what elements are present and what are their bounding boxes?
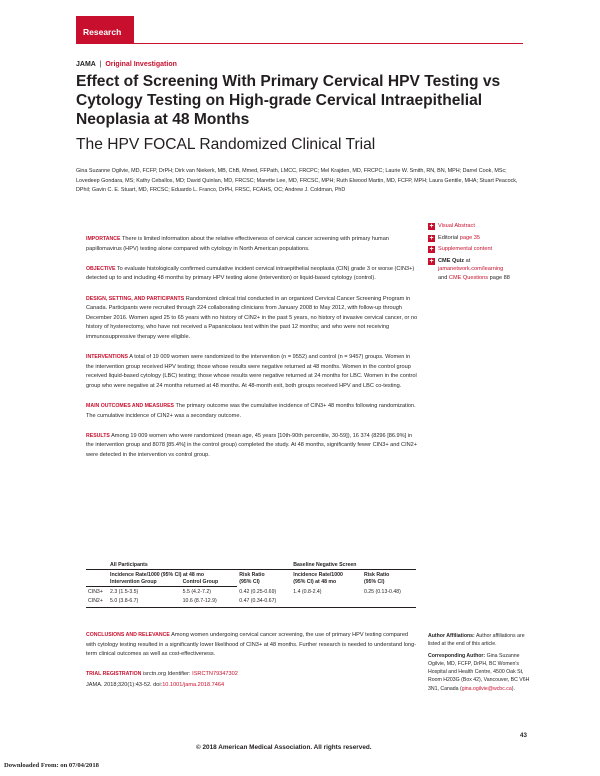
page-number: 43 [520,732,527,739]
cme-page: page 88 [489,274,510,281]
results-table [86,562,416,608]
header-rule [76,43,523,44]
abstract-results [86,432,418,461]
table-header-neg-rr: Risk Ratio (95% CI) [363,572,390,585]
article-type: Original Investigation [105,61,177,68]
article-subtitle: The HPV FOCAL Randomized Clinical Trial [76,136,376,153]
affiliations-label: Author Affiliations: [428,633,475,639]
abstract-conclusions [86,631,418,660]
table-header-intervention: Intervention Group [108,579,181,587]
abstract-conclusion-block [86,631,418,701]
affiliations-note [428,632,538,649]
download-footer: Downloaded From: on 07/04/2018 [4,762,99,769]
cme-url[interactable]: jamanetwork.com/learning [438,266,504,273]
supplemental-link[interactable] [428,245,538,254]
abstract-interventions [86,353,418,391]
journal-line [76,61,177,68]
plus-icon: + [429,234,434,242]
article-title: Effect of Screening With Primary Cervical HPV Testing vs Cytology Testing on High-grade Cervical Intraepithelial Neoplasia at 48 Months [76,73,501,128]
table-header-baseline: Baseline Negative Screen [291,562,416,570]
table-header-all: All Participants [108,562,291,570]
results-text: Among 19 009 women who were randomized (mean age, 45 years [10th-90th percentile, 30-59]), 16 374 (8296 [86.9%] in the intervention group and 8078 [85.4%] in the control group) completed the study. At 48 months, significantly fewer CIN3+ and CIN2+ were detected in the intervention vs control group. [86,432,418,459]
related-content-sidebar [428,222,538,286]
cme-and: and [438,274,448,281]
interventions-text: A total of 19 009 women were randomized to the intervention (n = 9552) and control (n = 9457) groups. Women in the intervention group received HPV testing; those whose results were negative returned at 48 months. Women in the control group received liquid-based cytology (LBC) testing; those whose results were negative returned at 24 months for LBC. Women in the control group who were negative at 24 months returned at 48 months. At 48-month exit, both groups received HPV and LBC co-testing. [86,354,417,389]
interventions-label: INTERVENTIONS [86,354,128,361]
author-affiliations [428,632,538,696]
abstract-design [86,295,418,343]
importance-label: IMPORTANCE [86,236,121,242]
cme-quiz-link[interactable] [428,257,538,283]
plus-icon: + [429,257,434,265]
trial-id-link[interactable]: ISRCTN79347302 [192,671,238,678]
design-label: DESIGN, SETTING, AND PARTICIPANTS [86,295,185,302]
abstract-objective [86,265,418,284]
table-row: CIN2+ 5.0 (3.8-6.7) 10.6 (8.7-12.9) 0.47 (0.34-0.67) [86,596,416,608]
copyright: © 2018 American Medical Association. All rights reserved. [196,744,372,751]
journal-name: JAMA [76,61,96,68]
objective-text: To evaluate histologically confirmed cumulative incident cervical intraepithelial neoplasia (CIN) grade 3 or worse (CIN3+) detected up to and including 48 months by primary HPV testing alone (intervention) or liquid-based cytology (control). [86,265,415,282]
corresponding-author: Corresponding Author: Gina Suzanne Ogilvie, MD, FCFP, DrPH, BC Women's Hospital and Health Centre, 4500 Oak St, Room H203G (Box 42), Vancouver, BC V6H 3N1, Canada (gina.ogilvie@wcbc.ca). [428,652,530,692]
trial-label: TRIAL REGISTRATION [86,671,142,678]
table-header-incidence: Incidence Rate/1000 (95% CI) at 48 mo [110,572,204,578]
corr-label: Corresponding Author: [428,652,486,659]
plus-icon: + [429,246,434,254]
citation [86,681,418,691]
editorial-label: Editorial [438,234,459,241]
trial-text: isrctn.org Identifier: [143,671,191,678]
conclusions-text: Among women undergoing cervical cancer screening, the use of primary HPV testing compared with cytology testing resulted in a significantly lower likelihood of CIN3+ at 48 months. Further research is needed to understand long-term clinical outcomes as well as cost-effectiveness. [86,632,417,658]
affiliations-text: Author affiliations are listed at the end of this article. [428,633,525,648]
corr-email[interactable]: gina.ogilvie@wcbc.ca [461,685,512,692]
cme-questions[interactable]: CME Questions [448,274,489,281]
conclusions-label: CONCLUSIONS AND RELEVANCE [86,632,170,638]
importance-text: There is limited information about the relative effectiveness of cervical cancer screening with primary human papillomavirus (HPV) testing alone compared with cytology in North American populations. [86,236,389,252]
editorial-link[interactable] [428,234,538,243]
supplemental-label: Supplemental content [438,246,493,253]
journal-separator: | [99,61,102,68]
doi-link[interactable]: 10.1001/jama.2018.7464 [162,681,225,688]
table-row: CIN3+ 2.3 (1.5-3.5) 5.5 (4.2-7.2) 0.42 (0.25-0.69) 1.4 (0.8-2.4) 0.25 (0.13-0.48) [88,588,401,595]
abstract-importance [86,235,418,254]
visual-abstract-link[interactable] [428,222,538,231]
table-header-control: Control Group [181,579,238,587]
citation-prefix: JAMA. 2018;320(1):43-52. doi: [86,681,163,688]
section-tag: Research [76,16,134,43]
design-text: Randomized clinical trial conducted in an organized Cervical Cancer Screening Program in Canada. Participants were recruited through 224 collaborating clinicians from January 2008 to May 2012, with follow-up through December 2016. Women aged 25 to 65 years with no history of CIN2+ in the past 5 years, no history of invasive cervical cancer, or no history of hysterectomy, who have not received a Papanicolaou test within the past 12 months; and who were not receiving immunosuppressive therapy were eligible. [86,295,418,340]
abstract-outcomes [86,402,418,421]
table-header-rr: Risk Ratio (95% CI) [239,572,265,585]
results-label: RESULTS [86,432,110,439]
plus-icon: + [429,223,434,230]
abstract [86,235,418,471]
objective-label: OBJECTIVE [86,265,116,272]
cme-quiz-label: CME Quiz [438,257,465,264]
outcomes-text: The primary outcome was the cumulative incidence of CIN3+ 48 months following randomization. The cumulative incidence of CIN2+ was a secondary outcome. [86,403,416,419]
corr-text: Gina Suzanne Ogilvie, MD, FCFP, DrPH, BC Women's Hospital and Health Centre, 4500 Oak St, Room H203G (Box 42), Vancouver, BC V6H 3N1, Canada [428,652,530,692]
author-list: Gina Suzanne Ogilvie, MD, FCFP, DrPH; Dirk van Niekerk, MB, ChB, Mmed, FFPath, LMCC, FRCPC; Mel Krajden, MD, FRCPC; Laurie W. Smith, RN, BN, MPH; Darrel Cook, MSc; Lovedeep Gondara, MS; Kathy Ceballos, MD; David Quinlan, MD, FRCSC; Marette Lee, MD, FRCSC, MPH; Ruth Elwood Martin, MD, FCFP, MPH; Laura Gentile, MHA; Stuart Peacock, DPhil; Gavin C. E. Stuart, MD, FRCSC; Eduardo L. Franco, DrPH, FRSC, FCAHS, OC; Andrew J. Coldman, PhD [76,168,518,194]
trial-registration [86,670,418,680]
editorial-page: page 35 [459,234,481,241]
outcomes-label: MAIN OUTCOMES AND MEASURES [86,403,174,410]
table-header-neg-rate: Incidence Rate/1000 (95% CI) at 48 mo [293,572,343,585]
cme-at: at [465,257,471,264]
visual-abstract-label: Visual Abstract [438,223,475,229]
